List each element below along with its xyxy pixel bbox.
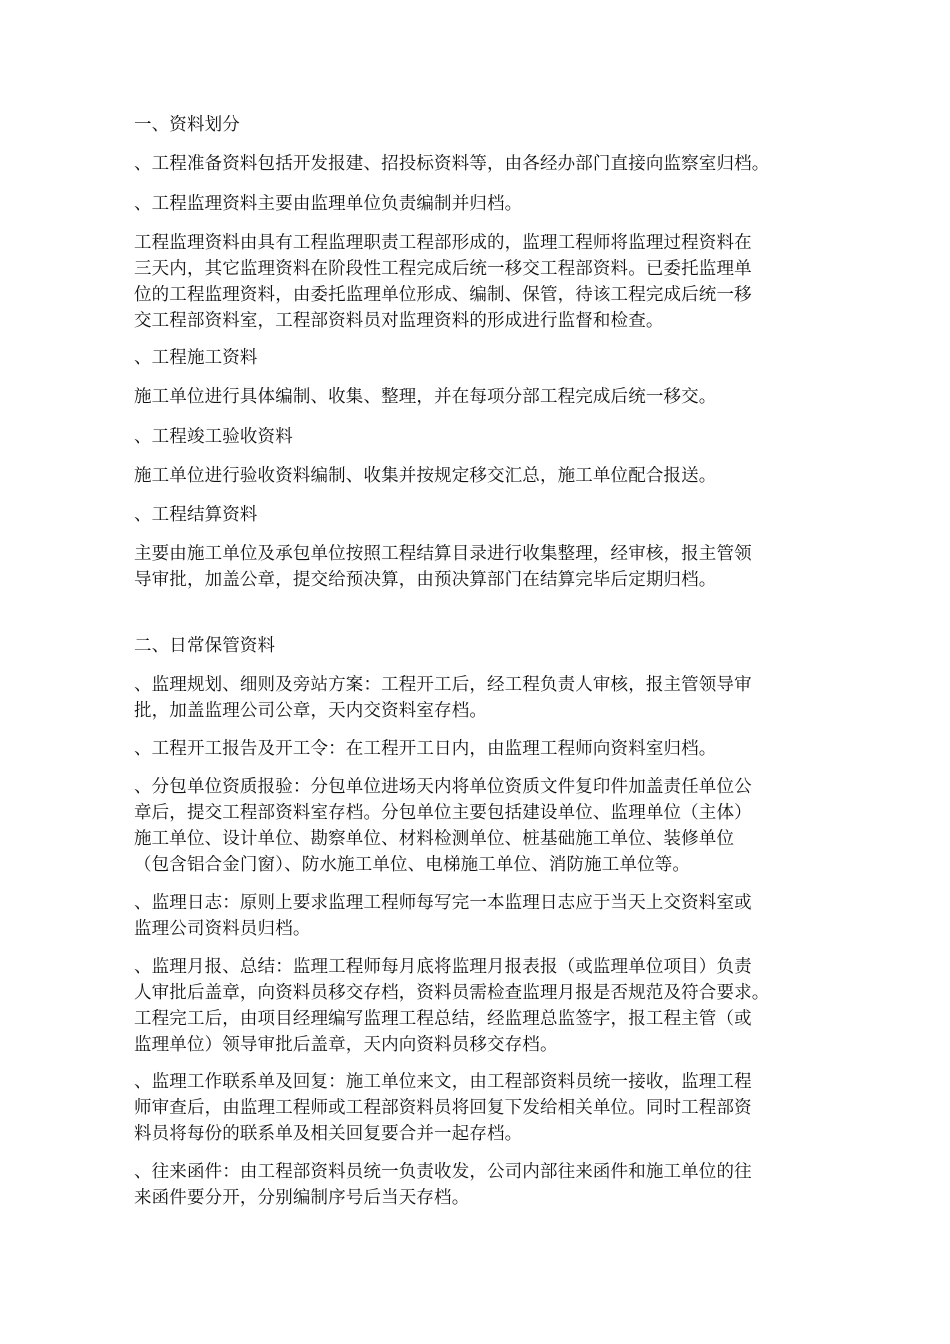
paragraph-contact-sheet-line-2: 师审查后，由监理工程师或工程部资料员将回复下发给相关单位。同时工程部资 xyxy=(134,1098,752,1118)
paragraph-supervision-detail-line-1: 工程监理资料由具有工程监理职责工程部形成的，监理工程师将监理过程资料在 xyxy=(134,233,752,253)
paragraph-settlement-detail-line-1: 主要由施工单位及承包单位按照工程结算目录进行收集整理，经审核，报主管领 xyxy=(134,544,752,564)
section-heading-1: 一、资料划分 xyxy=(134,115,240,135)
paragraph-subcontractor-line-2: 章后，提交工程部资料室存档。分包单位主要包括建设单位、监理单位（主体） xyxy=(134,803,752,823)
paragraph-construction-detail: 施工单位进行具体编制、收集、整理，并在每项分部工程完成后统一移交。 xyxy=(134,387,717,407)
paragraph-acceptance-detail: 施工单位进行验收资料编制、收集并按规定移交汇总，施工单位配合报送。 xyxy=(134,466,717,486)
paragraph-subcontractor-line-3: 施工单位、设计单位、勘察单位、材料检测单位、桩基础施工单位、装修单位 xyxy=(134,829,735,849)
paragraph-correspondence-line-2: 来函件要分开，分别编制序号后当天存档。 xyxy=(134,1188,470,1208)
paragraph-subcontractor-line-4: （包含铝合金门窗）、防水施工单位、电梯施工单位、消防施工单位等。 xyxy=(134,855,691,875)
paragraph-monthly-report-line-1: 、监理月报、总结：监理工程师每月底将监理月报表报（或监理单位项目）负责 xyxy=(134,957,752,977)
paragraph-supervision-detail-line-4: 交工程部资料室，工程部资料员对监理资料的形成进行监督和检查。 xyxy=(134,311,664,331)
paragraph-start-report: 、工程开工报告及开工令：在工程开工日内，由监理工程师向资料室归档。 xyxy=(134,739,717,759)
paragraph-monthly-report-line-3: 工程完工后，由项目经理编写监理工程总结，经监理总监签字，报工程主管（或 xyxy=(134,1009,752,1029)
paragraph-planning-line-2: 批，加盖监理公司公章，天内交资料室存档。 xyxy=(134,701,487,721)
paragraph-acceptance-docs: 、工程竣工验收资料 xyxy=(134,427,293,447)
paragraph-settlement-docs: 、工程结算资料 xyxy=(134,505,258,525)
paragraph-supervision-detail-line-2: 三天内，其它监理资料在阶段性工程完成后统一移交工程部资料。已委托监理单 xyxy=(134,259,752,279)
section-heading-2: 二、日常保管资料 xyxy=(134,636,276,656)
paragraph-correspondence-line-1: 、往来函件：由工程部资料员统一负责收发，公司内部往来函件和施工单位的往 xyxy=(134,1162,752,1182)
paragraph-construction-docs: 、工程施工资料 xyxy=(134,348,258,368)
paragraph-planning-line-1: 、监理规划、细则及旁站方案：工程开工后，经工程负责人审核，报主管领导审 xyxy=(134,675,752,695)
paragraph-supervision-docs: 、工程监理资料主要由监理单位负责编制并归档。 xyxy=(134,194,523,214)
paragraph-settlement-detail-line-2: 导审批，加盖公章，提交给预决算，由预决算部门在结算完毕后定期归档。 xyxy=(134,570,717,590)
paragraph-contact-sheet-line-1: 、监理工作联系单及回复：施工单位来文，由工程部资料员统一接收，监理工程 xyxy=(134,1072,752,1092)
paragraph-supervision-detail-line-3: 位的工程监理资料，由委托监理单位形成、编制、保管，待该工程完成后统一移 xyxy=(134,285,752,305)
paragraph-monthly-report-line-2: 人审批后盖章，向资料员移交存档，资料员需检查监理月报是否规范及符合要求。 xyxy=(134,983,770,1003)
paragraph-log-line-2: 监理公司资料员归档。 xyxy=(134,919,311,939)
paragraph-subcontractor-line-1: 、分包单位资质报验：分包单位进场天内将单位资质文件复印件加盖责任单位公 xyxy=(134,777,752,797)
paragraph-monthly-report-line-4: 监理单位）领导审批后盖章，天内向资料员移交存档。 xyxy=(134,1035,558,1055)
paragraph-log-line-1: 、监理日志：原则上要求监理工程师每写完一本监理日志应于当天上交资料室或 xyxy=(134,893,752,913)
paragraph-contact-sheet-line-3: 料员将每份的联系单及相关回复要合并一起存档。 xyxy=(134,1124,523,1144)
paragraph-preparation-docs: 、工程准备资料包括开发报建、招投标资料等，由各经办部门直接向监察室归档。 xyxy=(134,154,770,174)
